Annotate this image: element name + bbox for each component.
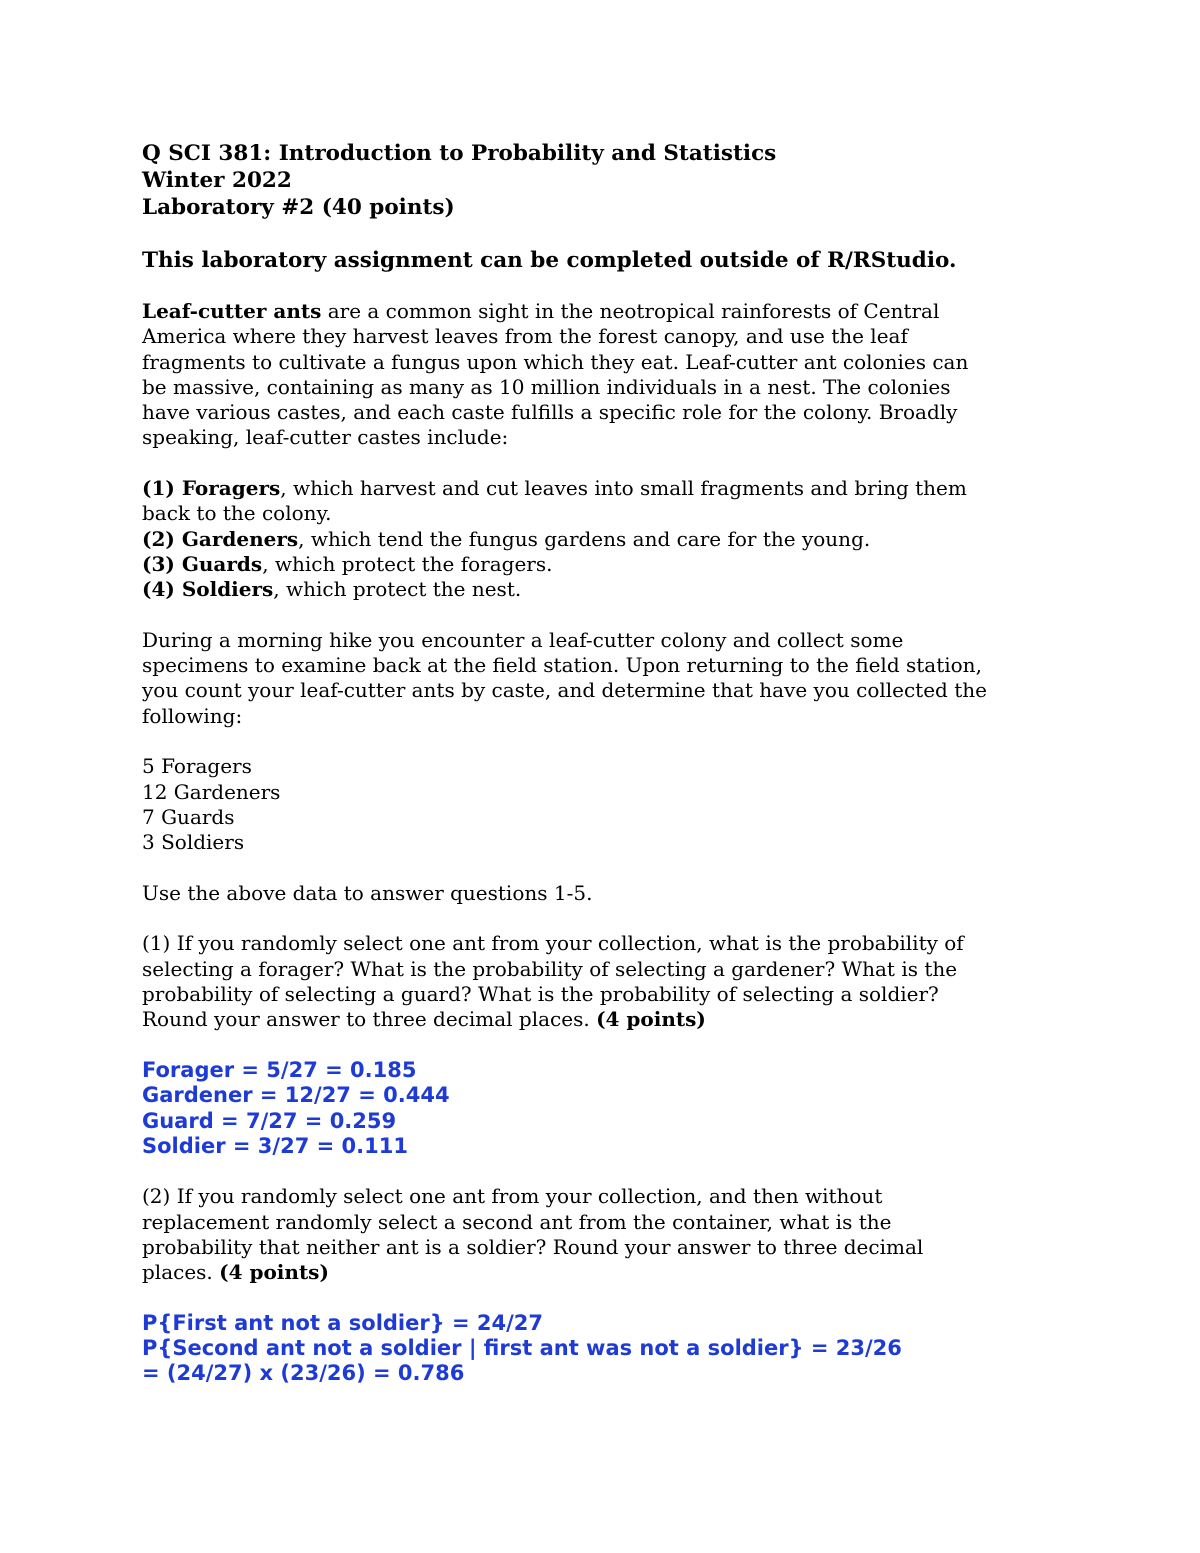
question-1: [142, 931, 1072, 1032]
notice-text: This laboratory assignment can be completed outside of R/RStudio.: [142, 248, 957, 273]
count-item: 7 Guards: [142, 804, 235, 829]
q1-line-4: Round your answer to three decimal places.: [142, 1007, 597, 1032]
scenario-line-4: following:: [142, 703, 243, 728]
term-label: Winter 2022: [142, 168, 292, 193]
caste-name: Soldiers: [181, 577, 274, 602]
count-item: 12 Gardeners: [142, 779, 281, 804]
q2-line-4: places.: [142, 1260, 220, 1285]
count-list: [142, 754, 1072, 855]
answer-line: P{Second ant not a soldier | first ant was not a soldier} = 23/26: [142, 1336, 902, 1361]
course-title: Q SCI 381: Introduction to Probability and Statistics: [142, 141, 777, 166]
caste-item: (1) Foragers, which harvest and cut leaves into small fragments and bring them: [142, 476, 967, 501]
scenario-line-2: specimens to examine back at the field station. Upon returning to the field station,: [142, 653, 982, 678]
q1-line-3: probability of selecting a guard? What is the probability of selecting a soldier?: [142, 982, 939, 1007]
q1-line-2: selecting a forager? What is the probability of selecting a gardener? What is the: [142, 956, 958, 981]
question-2: [142, 1184, 1072, 1285]
scenario-line-3: you count your leaf-cutter ants by caste, and determine that have you collected the: [142, 678, 987, 703]
q1-points: (4 points): [596, 1007, 706, 1032]
q2-line-1: (2) If you randomly select one ant from your collection, and then without: [142, 1184, 883, 1209]
answer-line: P{First ant not a soldier} = 24/27: [142, 1310, 544, 1335]
q2-line-2: replacement randomly select a second ant from the container, what is the: [142, 1209, 892, 1234]
caste-name: Foragers: [181, 476, 281, 501]
q1-answers: [142, 1058, 1072, 1159]
q2-answers: [142, 1311, 1072, 1387]
caste-list: [142, 476, 1072, 602]
answer-line: Forager = 5/27 = 0.185: [142, 1057, 417, 1082]
intro-line-4: be massive, containing as many as 10 million individuals in a nest. The colonies: [142, 374, 951, 399]
intro-line-2: America where they harvest leaves from the forest canopy, and use the leaf: [142, 324, 908, 349]
caste-item: (3) Guards, which protect the foragers.: [142, 551, 553, 576]
count-item: 3 Soldiers: [142, 830, 245, 855]
caste-item: (4) Soldiers, which protect the nest.: [142, 577, 522, 602]
document-page: [142, 140, 1072, 1387]
intro-line-5: have various castes, and each caste fulfills a specific role for the colony. Broadly: [142, 400, 958, 425]
scenario-paragraph: [142, 628, 1072, 729]
caste-name: Guards: [181, 551, 263, 576]
intro-bold-lead: Leaf-cutter ants: [142, 299, 322, 323]
intro-line-1: are a common sight in the neotropical rainforests of Central: [321, 299, 940, 323]
caste-name: Gardeners: [181, 526, 299, 551]
q2-points: (4 points): [219, 1260, 329, 1285]
answer-line: Soldier = 3/27 = 0.111: [142, 1133, 408, 1158]
count-item: 5 Foragers: [142, 754, 252, 779]
intro-line-6: speaking, leaf-cutter castes include:: [142, 425, 509, 450]
q1-line-1: (1) If you randomly select one ant from your collection, what is the probability of: [142, 931, 964, 956]
scenario-line-1: During a morning hike you encounter a leaf-cutter colony and collect some: [142, 627, 904, 652]
q2-line-3: probability that neither ant is a soldier? Round your answer to three decimal: [142, 1234, 924, 1259]
intro-line-3: fragments to cultivate a fungus upon which they eat. Leaf-cutter ant colonies can: [142, 349, 969, 374]
intro-paragraph: [142, 299, 1072, 451]
instruction-text: Use the above data to answer questions 1-5.: [142, 880, 593, 905]
answer-line: = (24/27) x (23/26) = 0.786: [142, 1361, 465, 1386]
caste-item-continuation: back to the colony.: [142, 501, 332, 526]
lab-label: Laboratory #2 (40 points): [142, 195, 455, 220]
answer-line: Gardener = 12/27 = 0.444: [142, 1083, 450, 1108]
answer-line: Guard = 7/27 = 0.259: [142, 1108, 397, 1133]
caste-item: (2) Gardeners, which tend the fungus gardens and care for the young.: [142, 526, 871, 551]
